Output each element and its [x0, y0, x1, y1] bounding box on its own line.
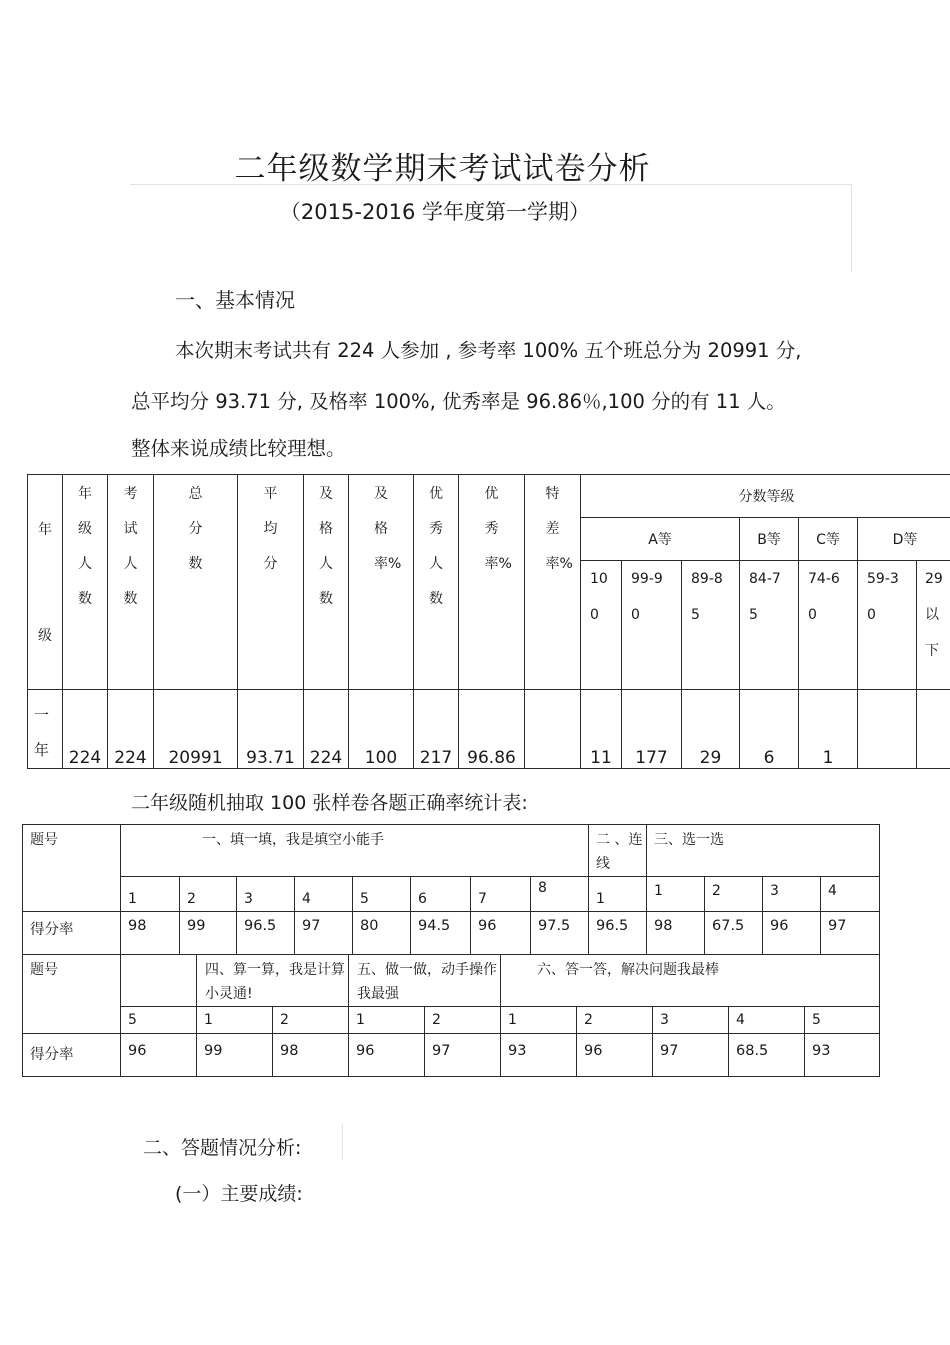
data-cell: 224 [108, 690, 154, 769]
score-rate-cell: 96.5 [237, 912, 295, 955]
band-cell: 11 [581, 690, 622, 769]
question-number: 1 [349, 1007, 425, 1034]
band-header [682, 560, 740, 690]
header-label: 特差率% [545, 486, 573, 572]
section-calc-header: 四、算一算，我是计算小灵通! [197, 955, 349, 1007]
band-cell [917, 690, 950, 769]
document-title: 二年级数学期末考试试卷分析 [234, 151, 651, 187]
band-label: 59-30 [867, 570, 899, 623]
header-label: 优秀人数 [429, 486, 443, 607]
score-rate-label: 得分率 [23, 1034, 121, 1077]
row-grade-cell [28, 690, 63, 769]
band-cell: 29 [682, 690, 740, 769]
header-label: 及格率% [374, 486, 402, 572]
question-number: 2 [180, 877, 237, 912]
band-header [622, 560, 682, 690]
score-rate-cell: 93 [501, 1034, 577, 1077]
section-heading-analysis: 二、答题情况分析: [143, 1137, 302, 1159]
question-number: 1 [647, 877, 705, 912]
band-label: 89-85 [691, 570, 723, 623]
data-cell: 224 [63, 690, 108, 769]
section-answer-header: 六、答一答，解决问题我最棒 [501, 955, 880, 1007]
paragraph-1: 本次期末考试共有 224 人参加 , 参考率 100% 五个班总分为 20991 分, [175, 339, 802, 362]
section-fill-header: 一、填一填，我是填空小能手 [121, 825, 589, 877]
question-number: 1 [197, 1007, 273, 1034]
question-number: 7 [471, 877, 531, 912]
section-link-header: 二 、连线 [589, 825, 647, 877]
question-number: 5 [121, 1007, 197, 1034]
subsection-heading-achievements: (一）主要成绩: [175, 1183, 303, 1205]
score-rate-cell: 99 [180, 912, 237, 955]
score-rate-cell: 99 [197, 1034, 273, 1077]
band-header [917, 560, 950, 690]
score-rate-cell: 80 [353, 912, 411, 955]
band-label: 29以下 [925, 570, 943, 659]
grade-d-header: D等 [858, 517, 950, 560]
header-cell [349, 475, 414, 690]
accuracy-table-part2 [22, 954, 880, 1077]
header-cell [28, 475, 63, 690]
header-cell [459, 475, 525, 690]
question-number: 4 [729, 1007, 805, 1034]
band-cell: 177 [622, 690, 682, 769]
band-header [740, 560, 799, 690]
header-cell [525, 475, 581, 690]
score-rate-cell: 96 [763, 912, 821, 955]
grade-c-header: C等 [799, 517, 858, 560]
question-number: 1 [501, 1007, 577, 1034]
score-rate-cell: 97 [653, 1034, 729, 1077]
score-rate-cell: 96 [471, 912, 531, 955]
band-cell [858, 690, 917, 769]
score-rate-cell: 98 [121, 912, 180, 955]
score-rate-cell: 96 [577, 1034, 653, 1077]
band-header [581, 560, 622, 690]
score-rate-cell: 97 [425, 1034, 501, 1077]
band-label: 84-75 [749, 570, 781, 623]
grade-b-header: B等 [740, 517, 799, 560]
paragraph-2: 总平均分 93.71 分, 及格率 100%, 优秀率是 96.86％,100 分的有 11 人。 [131, 390, 786, 413]
band-label: 99-90 [631, 570, 663, 623]
score-rate-cell: 97 [821, 912, 880, 955]
sample-table-title: 二年级随机抽取 100 张样卷各题正确率统计表: [131, 792, 528, 814]
score-rate-cell: 67.5 [705, 912, 763, 955]
header-label: 及格人数 [319, 486, 333, 607]
header-label: 平均分 [263, 486, 278, 572]
header-label: 总分数 [188, 486, 203, 572]
question-number: 5 [805, 1007, 880, 1034]
question-number: 2 [273, 1007, 349, 1034]
question-number: 8 [531, 877, 589, 912]
question-number: 3 [653, 1007, 729, 1034]
score-rate-cell: 96 [121, 1034, 197, 1077]
section-choose-header: 三、选一选 [647, 825, 880, 877]
question-number: 2 [705, 877, 763, 912]
score-rate-cell: 98 [647, 912, 705, 955]
question-number: 1 [121, 877, 180, 912]
score-rate-cell: 97 [295, 912, 353, 955]
score-rate-cell: 93 [805, 1034, 880, 1077]
header-label: 年级人数 [78, 486, 92, 607]
paragraph-3: 整体来说成绩比较理想。 [131, 437, 346, 460]
section-do-header: 五、做一做，动手操作我最强 [349, 955, 501, 1007]
question-number: 4 [295, 877, 353, 912]
data-cell [525, 690, 581, 769]
frame-line [130, 184, 852, 185]
question-number: 6 [411, 877, 471, 912]
document-subtitle: （2015-2016 学年度第一学期） [279, 200, 591, 224]
data-cell: 224 [304, 690, 349, 769]
question-number-label: 题号 [23, 825, 121, 912]
score-summary-table [27, 474, 950, 769]
score-rate-cell: 96 [349, 1034, 425, 1077]
band-header [858, 560, 917, 690]
grade-a-header: A等 [581, 517, 740, 560]
accuracy-table-part1 [22, 824, 880, 955]
data-cell: 20991 [154, 690, 238, 769]
question-number: 5 [353, 877, 411, 912]
band-cell: 6 [740, 690, 799, 769]
score-rate-cell: 97.5 [531, 912, 589, 955]
data-cell: 217 [414, 690, 459, 769]
score-rate-label: 得分率 [23, 912, 121, 955]
question-number: 3 [763, 877, 821, 912]
band-header [799, 560, 858, 690]
section-heading-basic: 一、基本情况 [175, 288, 295, 312]
band-label: 100 [590, 570, 608, 623]
row-grade-label: 一年 [34, 706, 50, 759]
data-cell: 100 [349, 690, 414, 769]
question-number: 2 [577, 1007, 653, 1034]
header-label: 考试人数 [123, 486, 138, 607]
frame-line [342, 1124, 343, 1160]
header-cell [63, 475, 108, 690]
question-number-label: 题号 [23, 955, 121, 1034]
header-cell [238, 475, 304, 690]
data-cell: 93.71 [238, 690, 304, 769]
header-cell [304, 475, 349, 690]
score-rate-cell: 98 [273, 1034, 349, 1077]
grade-group-header: 分数等级 [581, 475, 950, 518]
score-rate-cell: 68.5 [729, 1034, 805, 1077]
band-cell: 1 [799, 690, 858, 769]
band-label: 74-60 [808, 570, 840, 623]
score-rate-cell: 96.5 [589, 912, 647, 955]
question-number: 2 [425, 1007, 501, 1034]
header-label: 优秀率% [484, 486, 512, 572]
header-cell [108, 475, 154, 690]
header-cell [154, 475, 238, 690]
header-label: 年级 [38, 522, 52, 644]
question-number: 3 [237, 877, 295, 912]
question-number: 4 [821, 877, 880, 912]
header-cell [414, 475, 459, 690]
empty-header [121, 955, 197, 1007]
data-cell: 96.86 [459, 690, 525, 769]
score-rate-cell: 94.5 [411, 912, 471, 955]
question-number: 1 [589, 877, 647, 912]
